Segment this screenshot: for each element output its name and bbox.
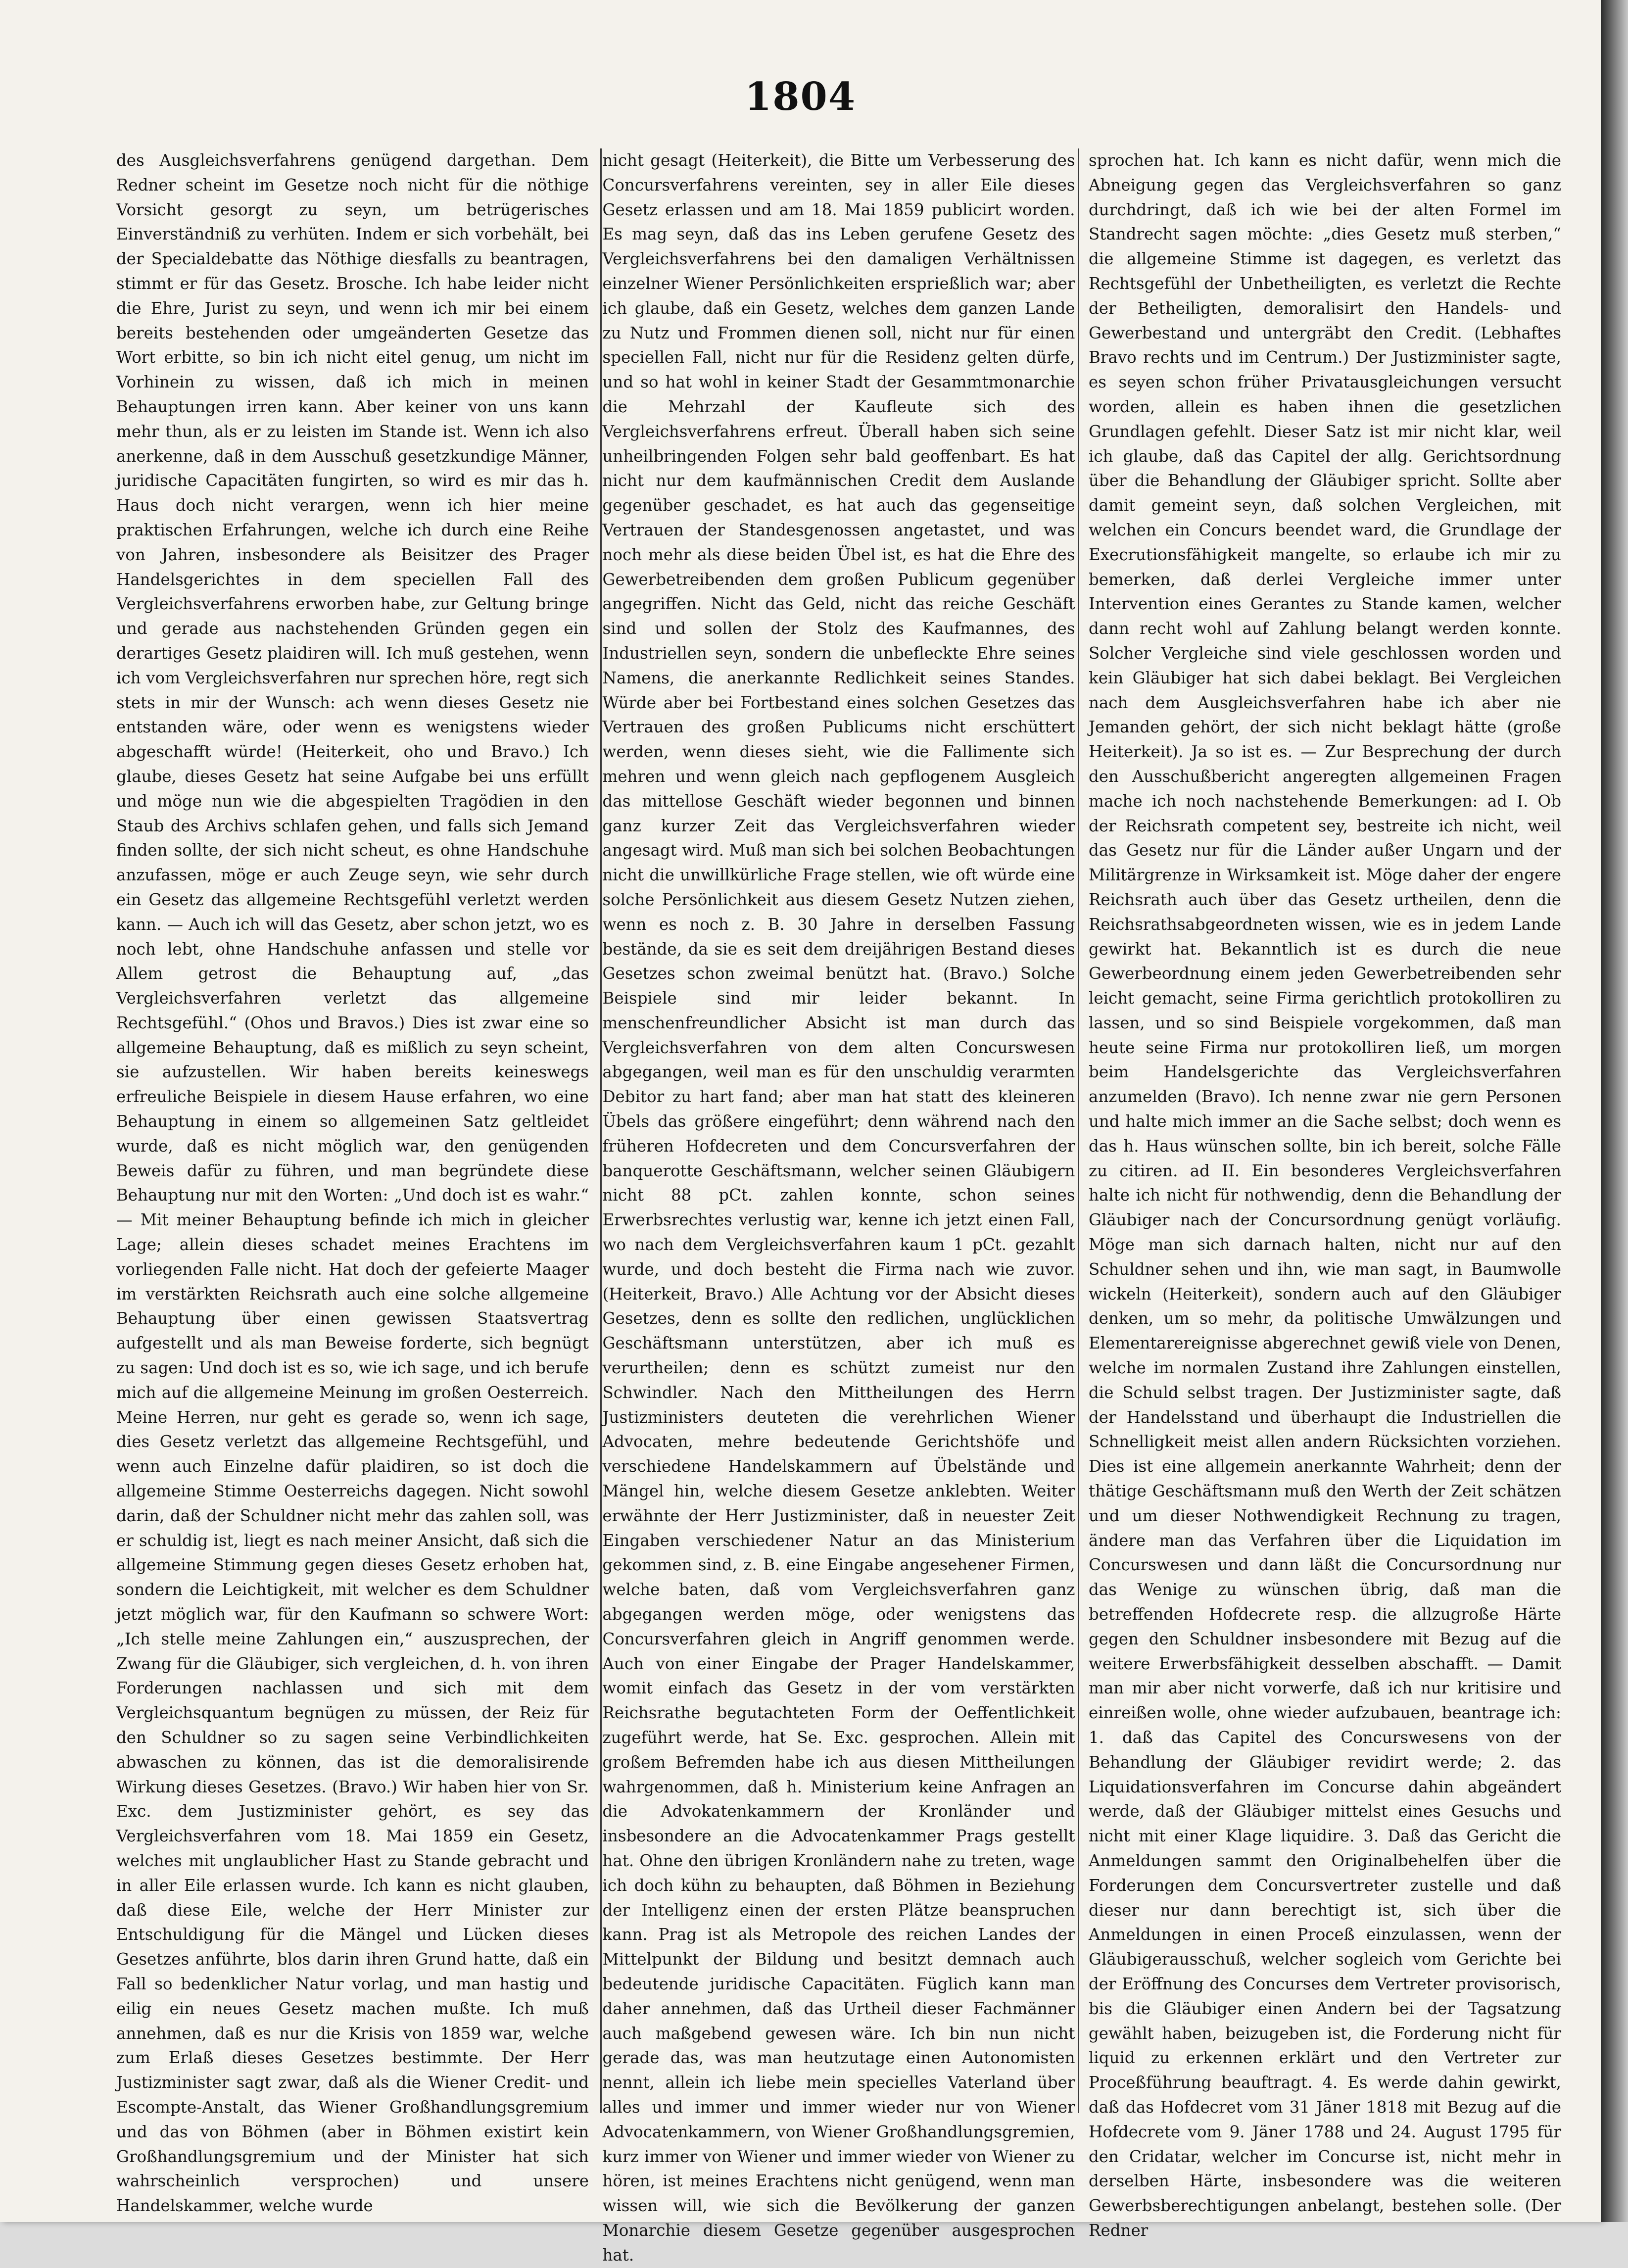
column-middle: nicht gesagt (Heiterkeit), die Bitte um Verbesserung des Concursverfahrens vereinten, sey in aller Eile dieses Gesetz erlassen und am 18. Mai 1859 publicirt worden. Es mag seyn, daß das ins Leben gerufene Gesetz des Vergleichsverfahrens bei den damaligen Verhältnissen einzelner Wiener Persönlichkeiten ersprießlich war; aber ich glaube, daß ein Gesetz, welches dem ganzen Lande zu Nutz und Frommen dienen soll, nicht nur für einen speciellen Fall, nicht nur für die Residenz gelten dürfe, und so hat wohl in keiner Stadt der Gesammtmonarchie die Mehrzahl der Kaufleute sich des Vergleichsverfahrens erfreut. Überall haben sich seine unheilbringenden Folgen sehr bald geoffenbart. Es hat nicht nur dem kaufmännischen Credit dem Auslande gegenüber geschadet, es hat auch das gegenseitige Vertrauen der Standesgenossen angetastet, und was noch mehr als diese beiden Übel ist, es hat die Ehre des Gewerbetreibenden dem großen Publicum gegenüber angegriffen. Nicht das Geld, nicht das reiche Geschäft sind und sollen der Stolz des Kaufmannes, des Industriellen seyn, sondern die unbefleckte Ehre seines Namens, die anerkannte Redlichkeit seines Standes. Würde aber bei Fortbestand eines solchen Gesetzes das Vertrauen des großen Publicums nicht erschüttert werden, wenn dieses sieht, wie die Fallimente sich mehren und wenn gleich nach gepflogenem Ausgleich das mittellose Geschäft wieder begonnen und binnen ganz kurzer Zeit das Vergleichsverfahren wieder angesagt wird. Muß man sich bei solchen Beobachtungen nicht die unwillkürliche Frage stellen, wie oft würde eine solche Persönlichkeit aus diesem Gesetz Nutzen ziehen, wenn es noch z. B. 30 Jahre in derselben Fassung bestände, da sie es seit dem dreijährigen Bestand dieses Gesetzes schon zweimal benützt hat. (Bravo.) Solche Beispiele sind mir leider bekannt. In menschenfreundlicher Absicht ist man durch das Vergleichsverfahren von dem alten Concurswesen abgegangen, weil man es für den unschuldig verarmten Debitor zu hart fand; aber man hat statt des kleineren Übels das größere eingeführt; denn während nach den früheren Hofdecreten und dem Concursverfahren der banquerotte Geschäftsmann, welcher seinen Gläubigern nicht 88 pCt. zahlen konnte, schon seines Erwerbsrechtes verlustig war, kenne ich jetzt einen Fall, wo nach dem Vergleichsverfahren kaum 1 pCt. gezahlt wurde, und doch besteht die Firma nach wie zuvor. (Heiterkeit, Bravo.) Alle Achtung vor der Absicht dieses Gesetzes, denn es sollte den redlichen, unglücklichen Geschäftsmann unterstützen, aber ich muß es verurtheilen; denn es schützt zumeist nur den Schwindler. Nach den Mittheilungen des Herrn Justizministers deuteten die verehrlichen Wiener Advocaten, mehre bedeutende Gerichtshöfe und verschiedene Handelskammern auf Übelstände und Mängel hin, welche diesem Gesetze anklebten. Weiter erwähnte der Herr Justizminister, daß in neuester Zeit Eingaben verschiedener Natur an das Ministerium gekommen sind, z. B. eine Eingabe angesehener Firmen, welche baten, daß vom Vergleichsverfahren ganz abgegangen werden möge, oder wenigstens das Concursverfahren gleich in Angriff genommen werde. Auch von einer Eingabe der Prager Handelskammer, womit einfach das Gesetz in der vom verstärkten Reichsrathe begutachteten Form der Oeffentlichkeit zugeführt werde, hat Se. Exc. gesprochen. Allein mit großem Befremden habe ich aus diesen Mittheilungen wahrgenommen, daß h. Ministerium keine Anfragen an die Advokatenkammern der Kronländer und insbesondere an die Advocatenkammer Prags gestellt hat. Ohne den übrigen Kronländern nahe zu treten, wage ich doch kühn zu behaupten, daß Böhmen in Beziehung der Intelligenz einen der ersten Plätze beanspruchen kann. Prag ist als Metropole des reichen Landes der Mittelpunkt der Bildung und besitzt demnach auch bedeutende juridische Capacitäten. Füglich kann man daher annehmen, daß das Urtheil dieser Fachmänner auch maßgebend gewesen wäre. Ich bin nun nicht gerade das, was man heutzutage einen Autonomisten nennt, allein ich liebe mein specielles Vaterland über alles und immer und immer wieder nur von Wiener Advocatenkammern, von Wiener Großhandlungsgremien, kurz immer von Wiener und immer wieder von Wiener zu hören, ist meines Erachtens nicht genügend, wenn man wissen will, wie sich die Bevölkerung der ganzen Monarchie diesem Gesetze gegenüber ausgesprochen hat. — [602, 151, 1075, 2265]
column-right: sprochen hat. Ich kann es nicht dafür, wenn mich die Abneigung gegen das Vergleichsverfahren so ganz durchdringt, daß ich wie bei der alten Formel im Standrecht sagen möchte: „dies Gesetz muß sterben,“ die allgemeine Stimme ist dagegen, es verletzt das Rechtsgefühl der Unbetheiligten, es verletzt die Rechte der Betheiligten, demoralisirt den Handels- und Gewerbestand und untergräbt den Credit. (Lebhaftes Bravo rechts und im Centrum.) Der Justizminister sagte, es seyen schon früher Privatausgleichungen versucht worden, allein es haben ihnen die gesetzlichen Grundlagen gefehlt. Dieser Satz ist mir nicht klar, weil ich glaube, daß das Capitel der allg. Gerichtsordnung über die Behandlung der Gläubiger spricht. Sollte aber damit gemeint seyn, daß solchen Vergleichen, mit welchen ein Concurs beendet ward, die Grundlage der Execrutionsfähigkeit mangelte, so erlaube ich mir zu bemerken, daß derlei Vergleiche immer unter Intervention eines Gerantes zu Stande kamen, welcher dann recht wohl auf Zahlung belangt werden konnte. Solcher Vergleiche sind viele geschlossen worden und kein Gläubiger hat sich dabei beklagt. Bei Vergleichen nach dem Ausgleichsverfahren habe ich aber nie Jemanden gehört, der sich nicht beklagt hätte (große Heiterkeit). Ja so ist es. — Zur Besprechung der durch den Ausschußbericht angeregten allgemeinen Fragen mache ich noch nachstehende Bemerkungen: ad I. Ob der Reichsrath competent sey, bestreite ich nicht, weil das Gesetz nur für die Länder außer Ungarn und der Militärgrenze in Wirksamkeit ist. Möge daher der engere Reichsrath auch über das Gesetz urtheilen, denn die Reichsrathsabgeordneten wissen, wie es in jedem Lande gewirkt hat. Bekanntlich ist es durch die neue Gewerbeordnung einem jeden Gewerbetreibenden sehr leicht gemacht, seine Firma gerichtlich protokolliren zu lassen, und so sind Beispiele vorgekommen, daß man heute seine Firma nur protokolliren ließ, um morgen beim Handelsgerichte das Vergleichsverfahren anzumelden (Bravo). Ich nenne zwar nie gern Personen und halte mich immer an die Sache selbst; doch wenn es das h. Haus wünschen sollte, bin ich bereit, solche Fälle zu citiren. ad II. Ein besonderes Vergleichsverfahren halte ich nicht für nothwendig, denn die Behandlung der Gläubiger nach der Concursordnung genügt vorläufig. Möge man sich darnach halten, nicht nur auf den Schuldner sehen und ihn, wie man sagt, in Baumwolle wickeln (Heiterkeit), sondern auch auf den Gläubiger denken, um so mehr, da politische Umwälzungen und Elementarereignisse abgerechnet gewiß viele von Denen, welche im normalen Zustand ihre Zahlungen einstellen, die Schuld selbst tragen. Der Justizminister sagte, daß der Handelsstand und überhaupt die Industriellen die Schnelligkeit meist allen andern Rücksichten vorziehen. Dies ist eine allgemein anerkannte Wahrheit; denn der thätige Geschäftsmann muß den Werth der Zeit schätzen und um dieser Nothwendigkeit Rechnung zu tragen, ändere man das Verfahren über die Liquidation im Concurswesen und dann läßt die Concursordnung nur das Wenige zu wünschen übrig, daß man die betreffenden Hofdecrete resp. die allzugroße Härte gegen den Schuldner insbesondere mit Bezug auf die weitere Erwerbsfähigkeit desselben abschafft. — Damit man mir aber nicht vorwerfe, daß ich nur kritisire und einreißen wolle, ohne wieder aufzubauen, beantrage ich: 1. daß das Capitel des Concurswesens von der Behandlung der Gläubiger revidirt werde; 2. das Liquidationsverfahren im Concurse dahin abgeändert werde, daß der Gläubiger mittelst eines Gesuchs und nicht mit einer Klage liquidire. 3. Daß das Gericht die Anmeldungen sammt den Originalbehelfen über die Forderungen dem Concursvertreter zustelle und daß dieser nur dann berechtigt ist, sich über die Anmeldungen in einen Proceß einzulassen, wenn der Gläubigerausschuß, welcher sogleich vom Gerichte bei der Eröffnung des Concurses dem Vertreter provisorisch, bis die Gläubiger einen Andern bei der Tagsatzung gewählt haben, beizugeben ist, die Forderung nicht für liquid zu erkennen erklärt und den Vertreter zur Proceßführung beauftragt. 4. Es werde dahin gewirkt, daß das Hofdecret vom 31 Jäner 1818 mit Bezug auf die Hofdecrete vom 9. Jäner 1788 und 24. August 1795 für den Cridatar, welcher im Concurse ist, nicht mehr in derselben Härte, insbesondere was die weiteren Gewerbsberechtigungen anbelangt, bestehen solle. (Der Redner — [1089, 151, 1561, 2240]
column-left: des Ausgleichsverfahrens genügend dargethan. Dem Redner scheint im Gesetze noch nicht für die nöthige Vorsicht gesorgt zu seyn, um betrügerisches Einverständniß zu verhüten. Indem er sich vorbehält, bei der Specialdebatte das Nöthige diesfalls zu beantragen, stimmt er für das Gesetz. Brosche. Ich habe leider nicht die Ehre, Jurist zu seyn, und wenn ich mir bei einem bereits bestehenden oder umgeänderten Gesetze das Wort erbitte, so bin ich nicht eitel genug, um nicht im Vorhinein zu wissen, daß ich mich in meinen Behauptungen irren kann. Aber keiner von uns kann mehr thun, als er zu leisten im Stande ist. Wenn ich also anerkenne, daß in dem Ausschuß gesetzkundige Männer, juridische Capacitäten fungirten, so wird es mir das h. Haus doch nicht verargen, wenn ich hier meine praktischen Erfahrungen, welche ich durch eine Reihe von Jahren, insbesondere als Beisitzer des Prager Handelsgerichtes in dem speciellen Fall des Vergleichsverfahrens erworben habe, zur Geltung bringe und gerade aus nachstehenden Gründen gegen ein derartiges Gesetz plaidiren will. Ich muß gestehen, wenn ich vom Vergleichsverfahren nur sprechen höre, regt sich stets in mir der Wunsch: ach wenn dieses Gesetz nie entstanden wäre, oder wenn es wenigstens wieder abgeschafft würde! (Heiterkeit, oho und Bravo.) Ich glaube, dieses Gesetz hat seine Aufgabe bei uns erfüllt und möge nun wie die abgespielten Tragödien in den Staub des Archivs schlafen gehen, und falls sich Jemand finden sollte, der sich nicht scheut, es ohne Handschuhe anzufassen, möge er auch Zeuge seyn, wie sehr durch ein Gesetz das allgemeine Rechtsgefühl verletzt werden kann. — Auch ich will das Gesetz, aber schon jetzt, wo es noch lebt, ohne Handschuhe anfassen und stelle vor Allem getrost die Behauptung auf, „das Vergleichsverfahren verletzt das allgemeine Rechtsgefühl.“ (Ohos und Bravos.) Dies ist zwar eine so allgemeine Behauptung, daß es mißlich zu seyn scheint, sie aufzustellen. Wir haben bereits keineswegs erfreuliche Beispiele in diesem Hause erfahren, wo eine Behauptung in einem so allgemeinen Satz geltleidet wurde, daß es nicht möglich war, den genügenden Beweis dafür zu führen, und man begründete diese Behauptung nur mit den Worten: „Und doch ist es wahr.“ — Mit meiner Behauptung befinde ich mich in gleicher Lage; allein dieses schadet meines Erachtens im vorliegenden Falle nicht. Hat doch der gefeierte Maager im verstärkten Reichsrath auch eine solche allgemeine Behauptung über einen gewissen Staatsvertrag aufgestellt und als man Beweise forderte, sich begnügt zu sagen: Und doch ist es so, wie ich sage, und ich berufe mich auf die allgemeine Meinung im großen Oesterreich. Meine Herren, nur geht es gerade so, wenn ich sage, dies Gesetz verletzt das allgemeine Rechtsgefühl, und wenn auch Einzelne dafür plaidiren, so ist doch die allgemeine Stimme Oesterreichs dagegen. Nicht sowohl darin, daß der Schuldner nicht mehr das zahlen soll, was er schuldig ist, liegt es nach meiner Ansicht, daß sich die allgemeine Stimmung gegen dieses Gesetz erhoben hat, sondern die Leichtigkeit, mit welcher es dem Schuldner jetzt möglich war, für den Kaufmann so schwere Wort: „Ich stelle meine Zahlungen ein,“ auszusprechen, der Zwang für die Gläubiger, sich vergleichen, d. h. von ihren Forderungen nachlassen und sich mit dem Vergleichsquantum begnügen zu müssen, der Reiz für den Schuldner so zu sagen seine Verbindlichkeiten abwaschen zu können, das ist die demoralisirende Wirkung dieses Gesetzes. (Bravo.) Wir haben hier von Sr. Exc. dem Justizminister gehört, es sey das Vergleichsverfahren vom 18. Mai 1859 ein Gesetz, welches mit unglaublicher Hast zu Stande gebracht und in aller Eile erlassen wurde. Ich kann es nicht glauben, daß diese Eile, welche der Herr Minister zur Entschuldigung für die Mängel und Lücken dieses Gesetzes anführte, blos darin ihren Grund hatte, daß ein Fall so bedenklicher Natur vorlag, und man hastig und eilig ein neues Gesetz machen mußte. Ich muß annehmen, daß es nur die Krisis von 1859 war, welche zum Erlaß dieses Gesetzes bestimmte. Der Herr Justizminister sagt zwar, daß als die Wiener Credit- und Escompte-Anstalt, das Wiener Großhandlungsgremium und das von Böhmen (aber in Böhmen existirt kein Großhandlungsgremium und der Minister hat sich wahrscheinlich versprochen) und unsere Handelskammer, welche wurde — [116, 151, 589, 2216]
scan-edge-shadow — [1601, 0, 1628, 2222]
page-number: 1804 — [744, 74, 857, 119]
text-columns — [116, 148, 1561, 2265]
